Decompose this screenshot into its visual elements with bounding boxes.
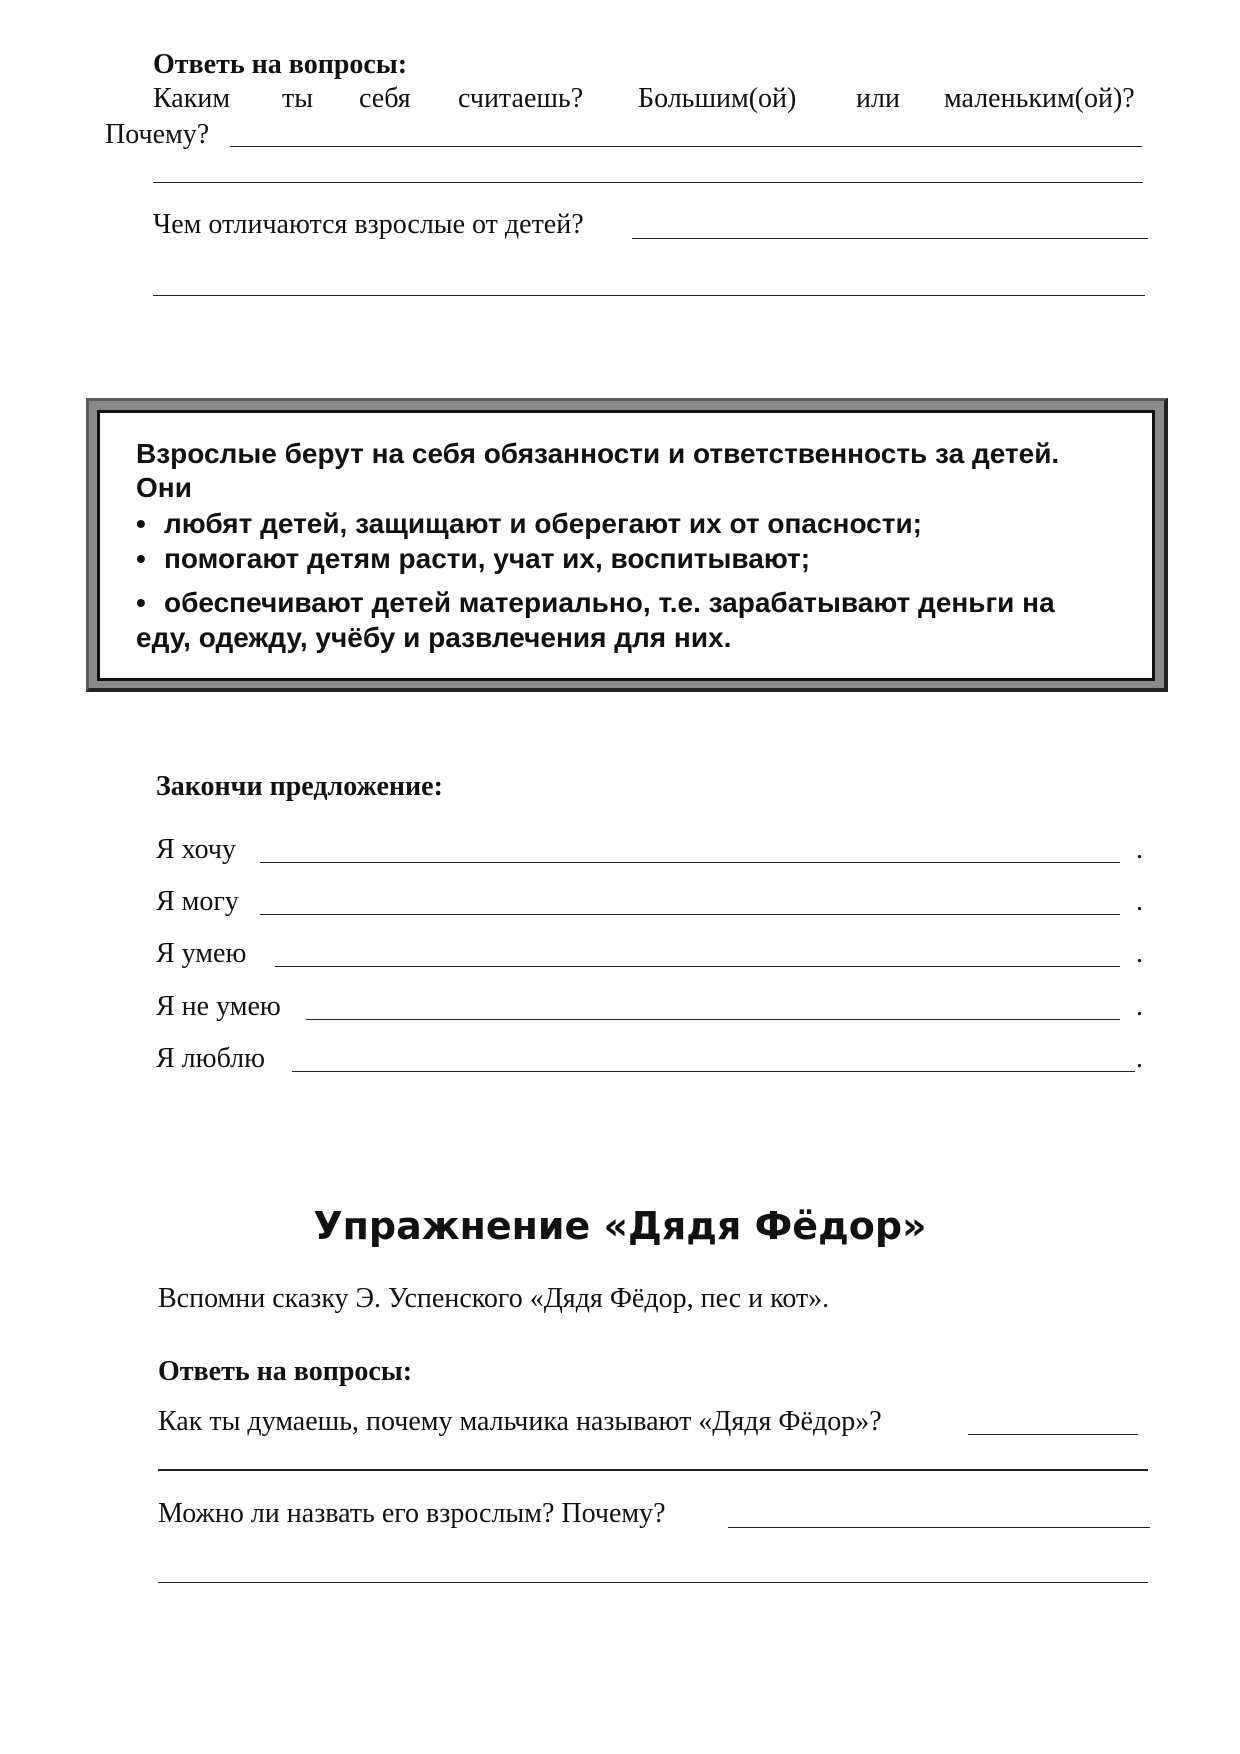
prompt-1: Я хочу [156, 834, 236, 865]
period: . [1136, 834, 1143, 865]
answer-line[interactable] [260, 862, 1120, 863]
bullet: • [136, 587, 146, 618]
q1-word-3: себя [359, 83, 411, 114]
intro-text: Вспомни сказку Э. Успенского «Дядя Фёдор, пес и кот». [158, 1283, 830, 1314]
answer-line[interactable] [275, 966, 1120, 967]
period: . [1136, 886, 1143, 917]
prompt-4: Я не умею [156, 991, 281, 1022]
info-line-1: Взрослые берут на себя обязанности и ответственность за детей. [136, 438, 1060, 469]
prompt-3: Я умею [156, 938, 247, 969]
answer-line[interactable] [728, 1527, 1150, 1528]
info-line-2: Они [136, 472, 192, 503]
q4-text: Можно ли назвать его взрослым? Почему? [158, 1498, 666, 1529]
q1-continuation: Почему? [105, 119, 210, 150]
section1-heading: Ответь на вопросы: [153, 49, 408, 80]
bullet: • [136, 543, 146, 574]
q1-word-7: маленьким(ой)? [944, 83, 1135, 114]
prompt-5: Я люблю [156, 1043, 266, 1074]
q1-word-4: считаешь? [458, 83, 584, 114]
bullet: • [136, 508, 146, 539]
section2-heading: Закончи предложение: [156, 771, 443, 802]
info-item-1: любят детей, защищают и оберегают их от опасности; [164, 508, 922, 539]
answer-line[interactable] [158, 1469, 1148, 1471]
q1-word-6: или [856, 83, 900, 114]
answer-line[interactable] [230, 146, 1142, 147]
period: . [1136, 1043, 1143, 1074]
period: . [1136, 938, 1143, 969]
q2-text: Чем отличаются взрослые от детей? [153, 209, 584, 240]
answer-line[interactable] [968, 1434, 1138, 1435]
info-item-3a: обеспечивают детей материально, т.е. зарабатывают деньги на [164, 587, 1055, 618]
prompt-2: Я могу [156, 886, 239, 917]
answer-line[interactable] [306, 1019, 1120, 1020]
q1-word-1: Каким [153, 83, 231, 114]
info-item-3b: еду, одежду, учёбу и развлечения для них. [136, 622, 732, 653]
answer-line[interactable] [153, 295, 1145, 296]
answer-line[interactable] [292, 1071, 1135, 1072]
section3-heading: Ответь на вопросы: [158, 1356, 413, 1387]
period: . [1136, 991, 1143, 1022]
info-item-2: помогают детям расти, учат их, воспитывают; [164, 543, 811, 574]
answer-line[interactable] [153, 182, 1143, 183]
exercise-title: Упражнение «Дядя Фёдор» [313, 1204, 927, 1248]
answer-line[interactable] [158, 1582, 1148, 1583]
q1-word-2: ты [282, 83, 314, 114]
q1-word-5: Большим(ой) [638, 83, 797, 114]
answer-line[interactable] [632, 238, 1148, 239]
answer-line[interactable] [260, 914, 1120, 915]
q3-text: Как ты думаешь, почему мальчика называют «Дядя Фёдор»? [158, 1406, 882, 1437]
